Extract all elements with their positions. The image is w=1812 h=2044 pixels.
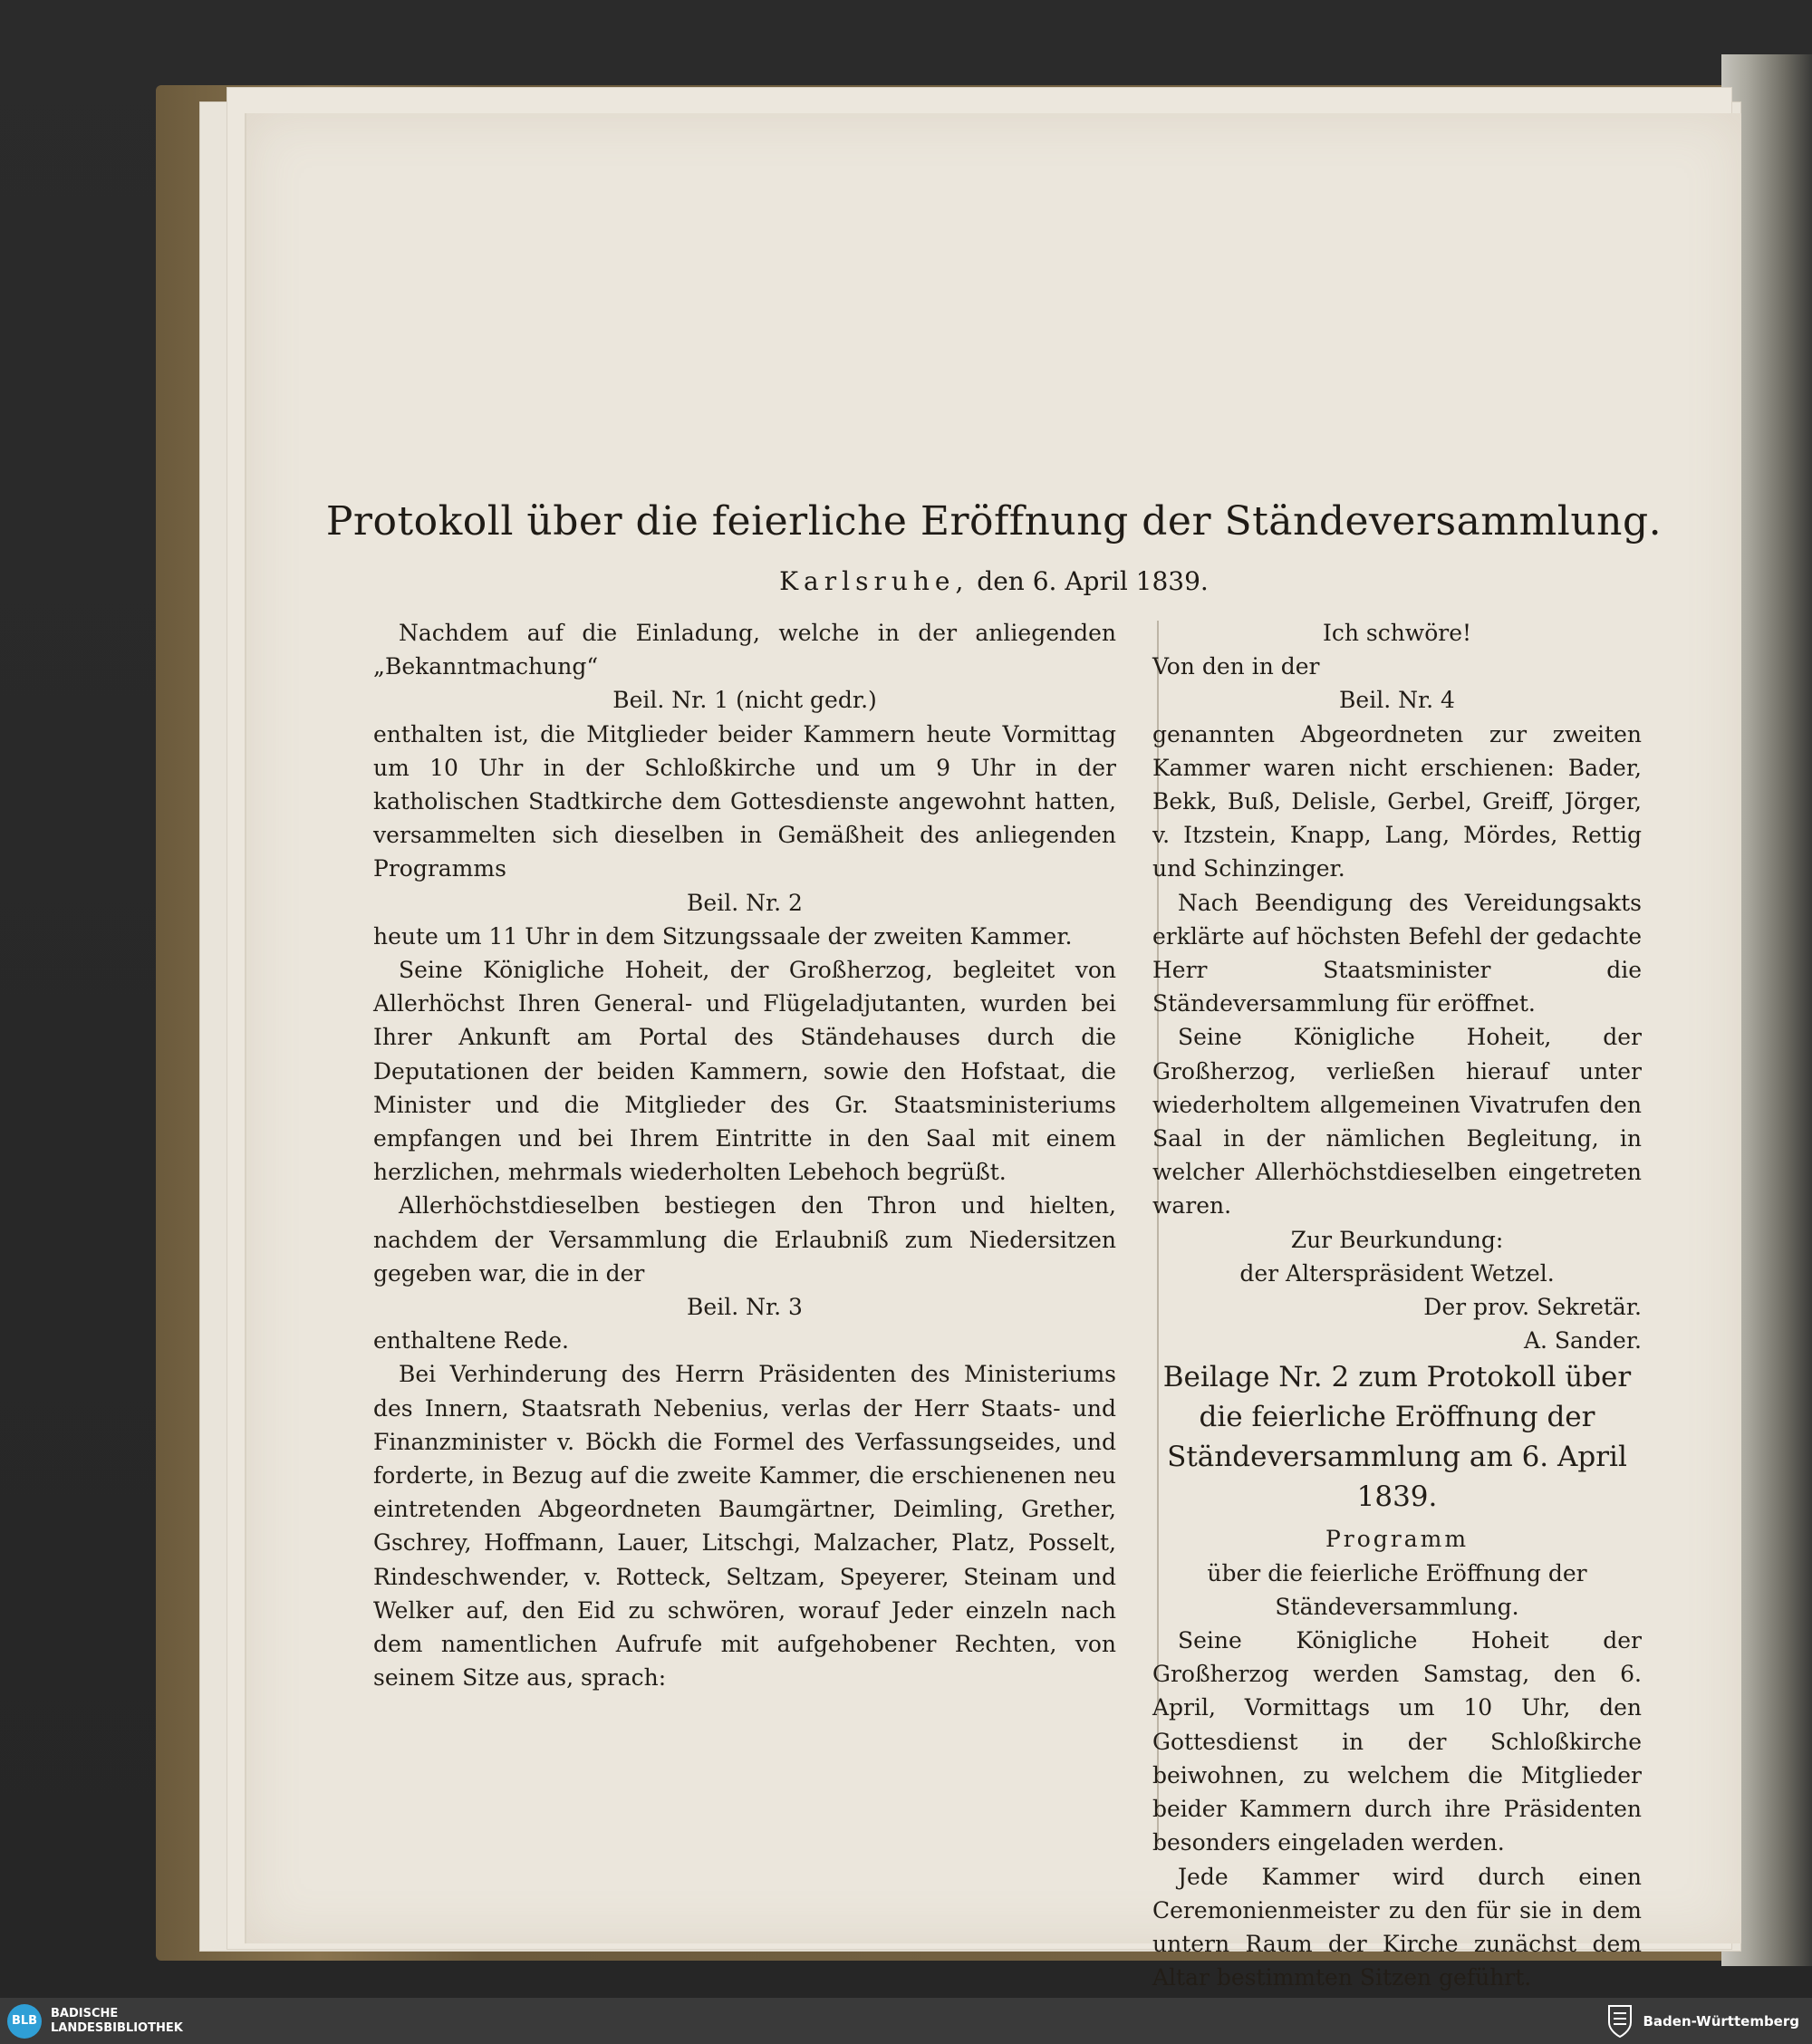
right-column-paragraph: Nach Beendigung des Vereidungsakts erklärte auf höchsten Befehl der gedachte Herr Staatsminister die Ständeversammlung für eröffnet. <box>1152 889 1642 1017</box>
right-column-paragraph: der Alterspräsident Wetzel. <box>1239 1259 1555 1287</box>
right-column-paragraph: über die feierliche Eröffnung der Ständeversammlung. <box>1207 1559 1587 1620</box>
place: Karlsruhe, <box>779 566 969 596</box>
blb-logo-icon: BLB <box>7 2004 42 2039</box>
right-column-paragraph: genannten Abgeordneten zur zweiten Kammer waren nicht erschienen: Bader, Bekk, Buß, Delisle, Gerbel, Greiff, Jörger, v. Itzstein, Knapp, Lang, Mördes, Rettig und Schinzinger. <box>1152 720 1642 882</box>
right-column-paragraph: Seine Königliche Hoheit, der Großherzog, verließen hierauf unter wiederholtem allgemeinen Vivatrufen den Saal in der nämlichen Begleitung, in welcher Allerhöchstdieselben eingetreten waren. <box>1152 1024 1642 1220</box>
left-column-paragraph: Bei Verhinderung des Herrn Präsidenten des Ministeriums des Innern, Staatsrath Nebenius, verlas der Herr Staats- und Finanzminister v. Böckh die Formel des Verfassungseides, und forderte, in Bezug auf die zweite Kammer, die erschienenen neu eintretenden Abgeordneten Baumgärtner, Deimling, Grether, Gschrey, Hoffmann, Lauer, Litschgi, Malzacher, Platz, Posselt, Rindeschwender, v. Rotteck, Seltzam, Speyerer, Steinam und Welker auf, den Eid zu schwören, worauf Jeder einzeln nach dem namentlichen Aufrufe mit aufgehobener Rechten, von seinem Sitze aus, sprach: <box>373 1361 1116 1692</box>
right-column-paragraph: Zur Beurkundung: <box>1290 1226 1504 1253</box>
bw-label: Baden-Württemberg <box>1643 2012 1799 2030</box>
left-column <box>373 616 1116 1695</box>
left-column-paragraph: heute um 11 Uhr in dem Sitzungssaale der zweiten Kammer. <box>373 922 1073 950</box>
date: den 6. April 1839. <box>969 566 1209 596</box>
right-column-paragraph: Beil. Nr. 4 <box>1339 687 1455 714</box>
blb-line1: BADISCHE <box>51 2006 119 2020</box>
left-column-paragraph: Beil. Nr. 1 (nicht gedr.) <box>612 687 877 714</box>
blb-line2: LANDESBIBLIOTHEK <box>51 2020 183 2035</box>
document-page <box>245 113 1741 1991</box>
left-column-paragraph: Beil. Nr. 2 <box>687 889 803 916</box>
coat-of-arms-icon <box>1606 2004 1634 2039</box>
right-column-paragraph: A. Sander. <box>1523 1327 1642 1355</box>
page-subtitle <box>246 566 1741 596</box>
right-column-paragraph: Ich schwöre! <box>1322 620 1472 646</box>
blb-name <box>51 2007 183 2036</box>
bw-brand[interactable] <box>1606 2004 1799 2039</box>
right-column <box>1152 616 1642 1994</box>
right-column-paragraph: Programm <box>1325 1526 1470 1553</box>
blb-brand[interactable] <box>7 2004 183 2039</box>
left-column-paragraph: enthaltene Rede. <box>373 1327 569 1355</box>
left-column-paragraph: Beil. Nr. 3 <box>687 1294 803 1321</box>
left-column-paragraph: Allerhöchstdieselben bestiegen den Thron und hielten, nachdem der Versammlung die Erlaubniß zum Niedersitzen gegeben war, die in der <box>373 1192 1116 1287</box>
right-column-paragraph: Von den in der <box>1152 653 1320 680</box>
page-title: Protokoll über die feierliche Eröffnung der Ständeversammlung. <box>325 498 1663 545</box>
right-column-paragraph: Der prov. Sekretär. <box>1423 1294 1642 1321</box>
footer-bar <box>0 1998 1812 2044</box>
left-column-paragraph: Seine Königliche Hoheit, der Großherzog, begleitet von Allerhöchst Ihren General- und Flügeladjutanten, wurden bei Ihrer Ankunft am Portal des Ständehauses durch die Deputationen der beiden Kammern, sowie den Hofstaat, die Minister und die Mitglieder des Gr. Staatsministeriums empfangen und bei Ihrem Eintritte in den Saal mit einem herzlichen, mehrmals wiederholten Lebehoch begrüßt. <box>373 957 1116 1186</box>
right-column-paragraph: Jede Kammer wird durch einen Ceremonienmeister zu den für sie in dem untern Raum der Kirche zunächst dem Altar bestimmten Sitzen geführt. <box>1152 1863 1642 1991</box>
left-column-paragraph: enthalten ist, die Mitglieder beider Kammern heute Vormittag um 10 Uhr in der Schloßkirche und um 9 Uhr in der katholischen Stadtkirche dem Gottesdienste angewohnt hatten, versammelten sich dieselben in Gemäßheit des anliegenden Programms <box>373 720 1116 882</box>
right-column-paragraph: Beilage Nr. 2 zum Protokoll über die feierliche Eröffnung der Ständeversammlung am 6. April 1839. <box>1162 1361 1632 1514</box>
right-column-paragraph: Seine Königliche Hoheit der Großherzog werden Samstag, den 6. April, Vormittags um 10 Uhr, den Gottesdienst in der Schloßkirche beiwohnen, zu welchem die Mitglieder beider Kammern durch ihre Präsidenten besonders eingeladen werden. <box>1152 1627 1642 1856</box>
left-column-paragraph: Nachdem auf die Einladung, welche in der anliegenden „Bekanntmachung“ <box>373 620 1116 680</box>
